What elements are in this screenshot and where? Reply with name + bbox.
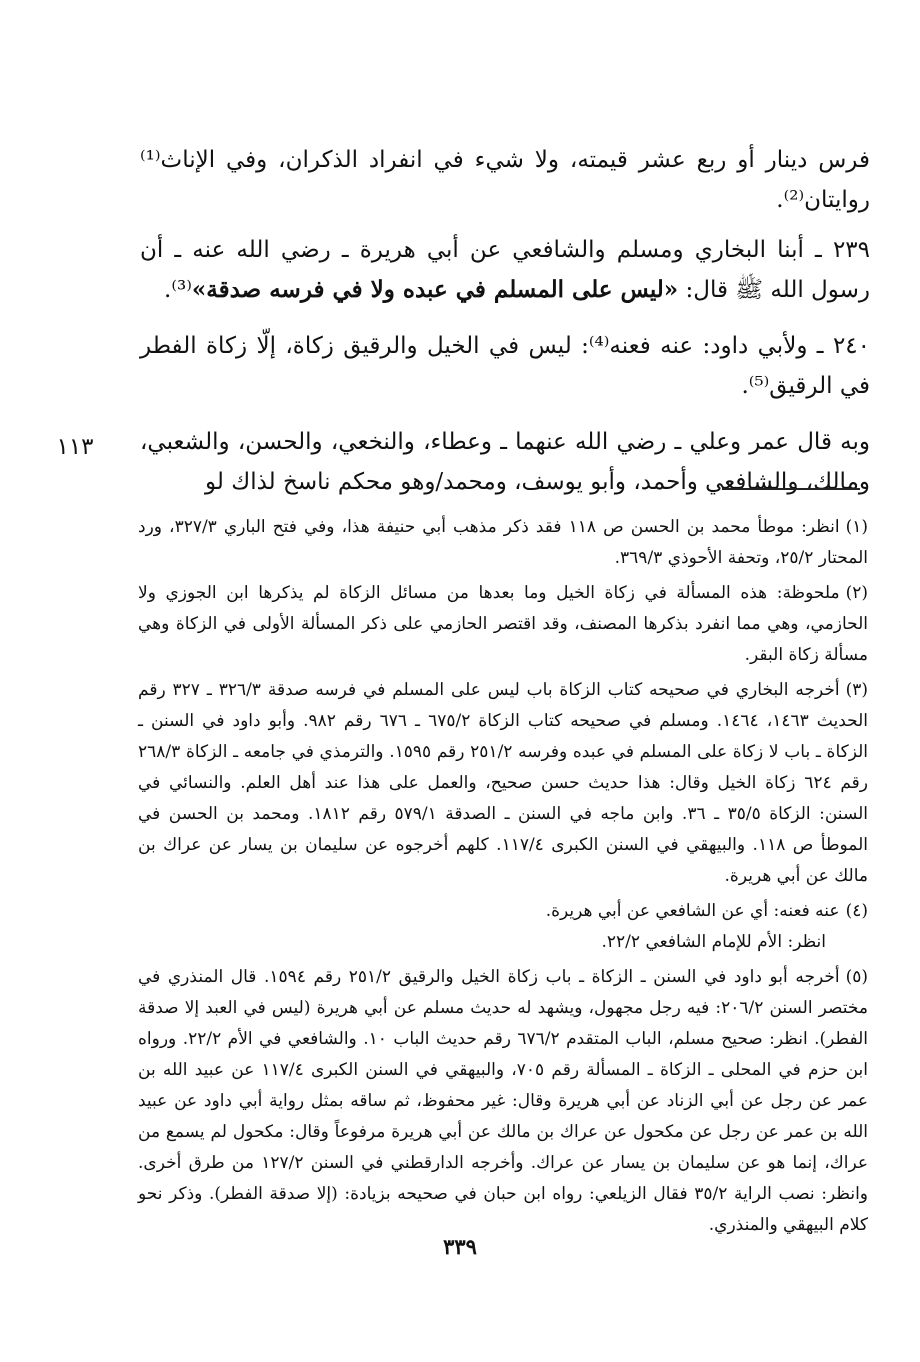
footnote-separator (722, 488, 860, 490)
footnote-1 (138, 512, 868, 574)
footnote-text: ملحوظة: هذه المسألة في زكاة الخيل وما بعدها من مسائل الزكاة لم يذكرها ابن الجوزي ولا الحازمي، وهي مما انفرد بذكرها المصنف، وقد اقتصر الحازمي على ذكر المسألة الأولى في الزكاة وهي مسألة زكاة البقر. (138, 583, 868, 665)
footnote-text: أخرجه البخاري في صحيحه كتاب الزكاة باب ليس على المسلم في فرسه صدقة ٣٢٦/٣ ـ ٣٢٧ رقم الحديث ١٤٦٣، ١٤٦٤. ومسلم في صحيحه كتاب الزكاة ٦٧٥/٢ ـ ٦٧٦ رقم ٩٨٢. وأبو داود في السنن ـ الزكاة ـ باب لا زكاة على المسلم في عبده وفرسه ٢٥١/٢ رقم ١٥٩٥. والترمذي في جامعه ـ الزكاة ٢٦٨/٣ رقم ٦٢٤ زكاة الخيل وقال: هذا حديث حسن صحيح، والعمل على هذا عند أهل العلم. والنسائي في السنن: الزكاة ٣٥/٥ ـ ٣٦. وابن ماجه في السنن ـ الصدقة ٥٧٩/١ رقم ١٨١٢. ومحمد بن الحسن في الموطأ ص ١١٨. والبيهقي في السنن الكبرى ١١٧/٤. كلهم أخرجوه عن سليمان بن يسار عن عراك بن مالك عن أبي هريرة. (138, 680, 869, 886)
paragraph-1: فرس دينار أو ربع عشر قيمته، ولا شيء في انفراد الذكران، وفي الإناث⁽¹⁾ روايتان⁽²⁾. (140, 147, 870, 213)
page-number: ٣٣٩ (443, 1234, 477, 1259)
footnote-4 (138, 896, 868, 958)
paragraph-239 (140, 230, 870, 310)
footnote-text: انظر: موطأ محمد بن الحسن ص ١١٨ فقد ذكر مذهب أبي حنيفة هذا، وفي فتح الباري ٣٢٧/٣، ورد المحتار ٢٥/٢، وتحفة الأحوذي ٣٦٩/٣. (138, 517, 868, 568)
paragraph-239-text: ٢٣٩ ـ أبنا البخاري ومسلم والشافعي عن أبي هريرة ـ رضي الله عنه ـ أن رسول الله ﷺ قال: (140, 237, 870, 303)
main-text (140, 140, 870, 518)
footnote-number: (٢) (845, 583, 868, 603)
paragraph-4: وبه قال عمر وعلي ـ رضي الله عنهما ـ وعطاء، والنخعي، والحسن، والشعبي، ومالك، والشافعي وأحمد، وأبو يوسف، ومحمد/وهو محكم ناسخ لذاك لو (140, 429, 870, 495)
margin-folio-number: ١١٣ (56, 434, 94, 460)
footnote-ref-3: ⁽³⁾. (164, 277, 192, 303)
footnote-2 (138, 578, 868, 671)
footnote-5 (138, 962, 868, 1241)
footnote-text: أخرجه أبو داود في السنن ـ الزكاة ـ باب زكاة الخيل والرقيق ٢٥١/٢ رقم ١٥٩٤. قال المنذري في مختصر السنن ٢٠٦/٢: فيه رجل مجهول، ويشهد له حديث مسلم عن أبي هريرة (ليس في العبد إلا صدقة الفطر). انظر: صحيح مسلم، الباب المتقدم ٦٧٦/٢ رقم حديث الباب ١٠. والشافعي في الأم ٢٢/٢. ورواه ابن حزم في المحلى ـ الزكاة ـ المسألة رقم ٧٠٥، والبيهقي في السنن الكبرى ١١٧/٤ عن عبيد الله بن عمر عن رجل عن أبي الزناد عن أبي هريرة وقال: غير محفوظ، ثم ساقه بمثل رواية أبي داود عن عبيد الله بن عمر عن رجل عن مكحول عن عراك بن مالك عن أبي هريرة مرفوعاً وقال: مكحول لم يسمع من عراك، إنما هو عن سليمان بن يسار عن عراك. وأخرجه الدارقطني في السنن ١٢٧/٢ من طرق أخرى. وانظر: نصب الراية ٣٥/٢ فقال الزيلعي: رواه ابن حبان في صحيحه بزيادة: (إلا صدقة الفطر). وذكر نحو كلام البيهقي والمنذري. (138, 967, 869, 1235)
hadith-quote: «ليس على المسلم في عبده ولا في فرسه صدقة» (191, 276, 679, 303)
paragraph-240: ٢٤٠ ـ ولأبي داود: عنه فعنه⁽⁴⁾: ليس في الخيل والرقيق زكاة، إلّا زكاة الفطر في الرقيق⁽⁵⁾. (140, 333, 870, 399)
footnote-number: (٥) (845, 967, 868, 987)
footnote-text: عنه فعنه: أي عن الشافعي عن أبي هريرة. (545, 901, 840, 921)
footnote-3 (138, 675, 868, 892)
footnotes (138, 512, 868, 1245)
footnote-number: (١) (845, 517, 868, 537)
footnote-4-continuation: انظر: الأم للإمام الشافعي ٢٢/٢. (601, 932, 826, 952)
footnote-number: (٣) (845, 680, 868, 700)
footnote-number: (٤) (845, 901, 868, 921)
